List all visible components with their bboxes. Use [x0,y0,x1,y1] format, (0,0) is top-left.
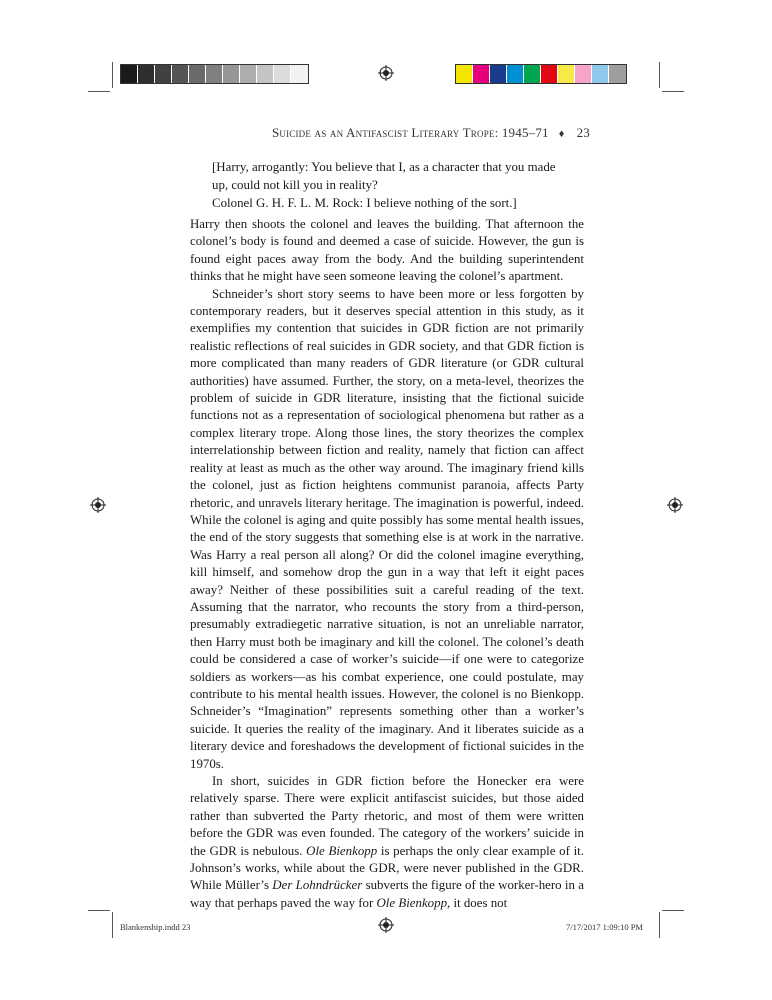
paragraph-text: , it does not [447,895,508,910]
color-swatch [240,65,257,83]
crop-mark [112,912,113,938]
color-swatch [138,65,155,83]
registration-mark-icon [667,497,683,513]
paragraph-text: In short, suicides in GDR fiction before the Honecker era were relatively sparse. There were explicit antifascist suicides, but those aided rather than subverted the Party rhetoric, and most of them were written before the GDR was even founded. The category of the workers’ suicide in the GDR is nebulous. [190,774,584,858]
color-swatch [592,65,609,83]
color-swatch [274,65,291,83]
registration-mark-icon [378,917,394,933]
quote-line: Colonel G. H. F. L. M. Rock: I believe nothing of the sort.] [212,196,517,210]
book-title: Der Lohndrücker [272,878,363,893]
diamond-icon: ♦ [558,128,565,140]
crop-mark [88,91,110,92]
color-swatch [121,65,138,83]
crop-mark [88,910,110,911]
color-swatch [609,65,626,83]
crop-mark [112,62,113,88]
registration-mark-icon [378,65,394,81]
running-header [190,125,590,141]
color-swatch [558,65,575,83]
book-title: Ole Bienkopp [376,895,448,910]
block-quote [212,158,572,212]
color-swatch [155,65,172,83]
registration-mark-icon [90,497,106,513]
quote-line: [Harry, arrogantly: You believe that I, as a character that you made up, could not kill you in reality? [212,160,556,192]
color-swatch [456,65,473,83]
color-swatch [524,65,541,83]
color-swatch [223,65,240,83]
crop-mark [659,912,660,938]
color-swatch [291,65,308,83]
book-title: Ole Bienkopp [306,843,378,858]
color-swatch [189,65,206,83]
color-swatch [206,65,223,83]
paragraph: Schneider’s short story seems to have been more or less forgotten by contemporary readers, but it deserves special attention in this study, as it exemplifies my contention that suicides in GDR fiction are not primarily realistic reflections of real suicides in GDR society, and that GDR fiction is more complicated than many readers of GDR literature (or GDR cultural authorities) have assumed. Further, the story, on a meta-level, theorizes the problem of suicide in GDR literature, insisting that the fictional suicide functions not as a representation of sociological phenomena but rather as a complex literary trope. Along those lines, the story theorizes the complex interrelationship between fiction and reality, namely that fiction can affect reality at least as much as the other way around. The imaginary friend kills the colonel, just as fiction heightens communist paranoia, affects Party rhetoric, and unravels literary heritage. The imagination is powerful, indeed. While the colonel is aging and quite possibly has some mental health issues, the end of the story suggests that something else is at work in the narrative. Was Harry a real person all along? Or did the colonel imagine everything, kill himself, and somehow drop the gun in a way that left it eight paces away? Neither of these possibilities suit a careful reading of the text. Assuming that the narrator, who recounts the story from a third-person, presumably extradiegetic narrative situation, is not an unreliable narrator, then Harry must both be imaginary and kill the colonel. The colonel’s death could be considered a case of worker’s suicide—if one were to categorize soldiers as workers—as his combat experience, one could postulate, may contribute to his mental health issues. However, the colonel is no Bienkopp. Schneider’s “Imagination” represents something other than a worker’s suicide. It queries the reality of the imaginary. And it liberates suicide as a literary device and foreshadows the development of fictional suicides in the 1970s. [190,286,584,771]
paragraph [190,773,584,912]
slug-timestamp: 7/17/2017 1:09:10 PM [566,922,643,932]
color-swatch [575,65,592,83]
color-swatch [507,65,524,83]
color-swatch [490,65,507,83]
crop-mark [662,91,684,92]
crop-mark [662,910,684,911]
color-calibration-bar [455,64,627,84]
body-text [190,216,584,912]
slug-filename: Blankenship.indd 23 [120,922,191,932]
grayscale-calibration-bar [120,64,309,84]
color-swatch [172,65,189,83]
color-swatch [541,65,558,83]
paragraph: Harry then shoots the colonel and leaves the building. That afternoon the colonel’s body is found and deemed a case of suicide. However, the gun is found eight paces away from the body. And the building superintendent thinks that he might have seen someone leaving the colonel’s apartment. [190,217,584,284]
crop-mark [659,62,660,88]
paragraph-text: is perhaps the only clear example of it. Johnson’s works, while about the GDR, were never published in the GDR. While Müller’s [190,843,584,893]
color-swatch [257,65,274,83]
running-title: Suicide as an Antifascist Literary Trope: 1945–71 [271,125,549,140]
paragraph-text: subverts the figure of the worker-hero in a way that perhaps paved the way for [190,878,584,910]
page-number: 23 [576,125,590,140]
color-swatch [473,65,490,83]
